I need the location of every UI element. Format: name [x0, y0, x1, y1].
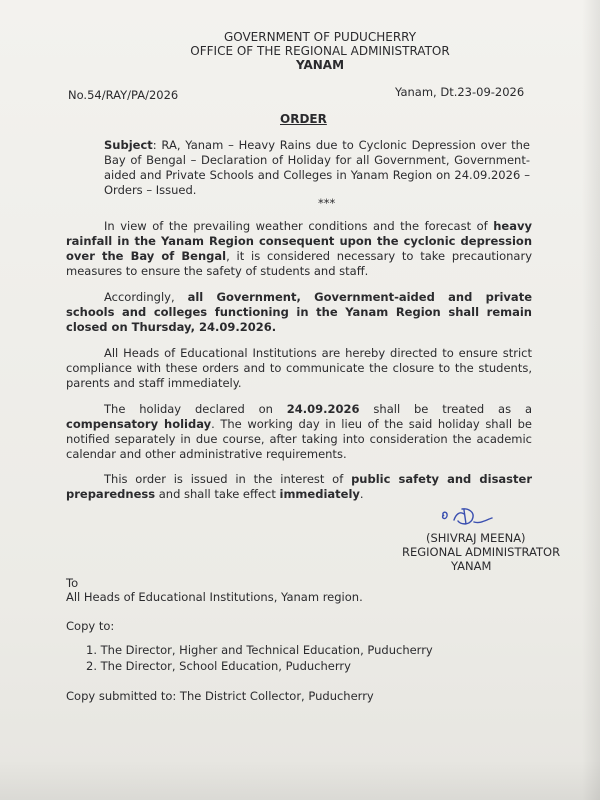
paragraph-5 [66, 472, 532, 502]
para5-text-c: and shall take effect [155, 487, 280, 501]
list-item: 1. The Director, Higher and Technical Education, Puducherry [86, 643, 433, 657]
para4-text-e: . The working day in lieu of the said holiday shall be notified separately in due course, after taking into consideration the academic calendar and other administrative requirements. [66, 417, 532, 461]
para5-bold-safety: public safety and disaster preparedness [66, 472, 532, 501]
signatory-designation: REGIONAL ADMINISTRATOR [402, 545, 561, 559]
page-shadow-right [582, 0, 600, 800]
para5-bold-immediately: immediately [279, 487, 360, 501]
to-recipient: All Heads of Educational Institutions, Yanam region. [66, 590, 363, 604]
paragraph-1 [66, 219, 532, 279]
signature-mark [438, 502, 500, 532]
place-date: Yanam, Dt.23-09-2026 [395, 85, 525, 99]
para1-bold: heavy rainfall in the Yanam Region consequent upon the cyclonic depression over the Bay of Bengal [66, 219, 532, 263]
signatory-name: (SHIVRAJ MEENA) [426, 531, 526, 545]
subject-block [104, 138, 530, 198]
para5-text-e: . [359, 487, 364, 501]
para5-text-a: This order is issued in the interest of [104, 472, 352, 486]
paragraph-3: All Heads of Educational Institutions are hereby directed to ensure strict compliance with these orders and to communicate the closure to the students, parents and staff immediately. [66, 346, 532, 390]
para1-text-c: , it is considered necessary to take precautionary measures to ensure the safety of students and staff. [66, 249, 532, 278]
para4-text-a: The holiday declared on [104, 402, 287, 416]
separator: *** [318, 196, 336, 210]
subject-text: : RA, Yanam – Heavy Rains due to Cyclonic Depression over the Bay of Bengal – Declaration of Holiday for all Government, Government-aided and Private Schools and Colleges in Yanam Region on 24.09.2026 – Orders – Issued. [104, 138, 530, 197]
subject-label: Subject [104, 138, 153, 152]
header-place: YANAM [295, 58, 345, 72]
header-government: GOVERNMENT OF PUDUCHERRY [223, 30, 417, 44]
copy-submitted: Copy submitted to: The District Collector, Puducherry [66, 689, 374, 703]
to-label: To [66, 576, 79, 590]
copy-to-label: Copy to: [66, 619, 115, 633]
paragraph-4 [66, 402, 532, 462]
list-item: 2. The Director, School Education, Puducherry [86, 658, 351, 673]
para4-bold-date: 24.09.2026 [286, 402, 360, 416]
reference-number: No.54/RAY/PA/2026 [68, 88, 179, 102]
page-shadow-bottom [0, 760, 600, 800]
para2-bold: all Government, Government-aided and private schools and colleges functioning in the Yanam Region shall remain closed on Thursday, 24.09.2026. [66, 290, 532, 334]
copy-to-list [86, 643, 433, 674]
signatory-place: YANAM [451, 559, 492, 573]
paragraph-2 [66, 290, 532, 335]
para2-text-a: Accordingly, [104, 290, 188, 304]
para1-text-a: In view of the prevailing weather conditions and the forecast of [104, 219, 494, 233]
para4-text-c: shall be treated as a [359, 402, 532, 416]
header-office: OFFICE OF THE REGIONAL ADMINISTRATOR [190, 44, 450, 58]
para4-bold-holiday: compensatory holiday [66, 417, 212, 431]
order-title: ORDER [280, 112, 327, 126]
